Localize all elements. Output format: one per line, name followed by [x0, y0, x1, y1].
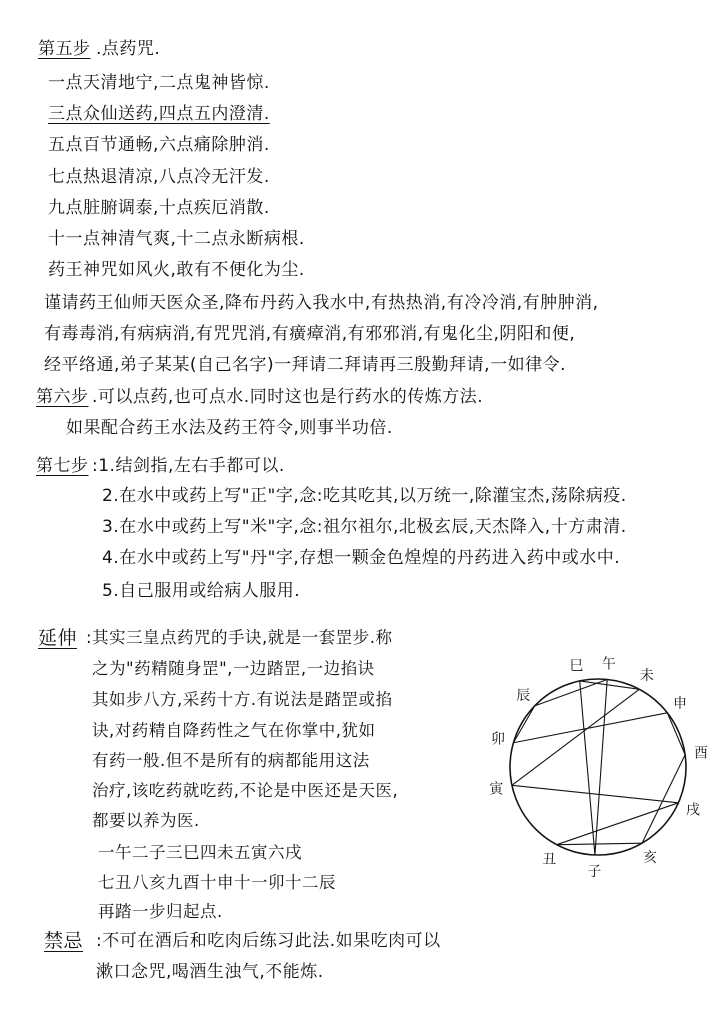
step5-invocation: 谨请药王仙师天医众圣,降布丹药入我水中,有热热消,有冷冷消,有肿肿消, — [44, 293, 599, 313]
wheel-label: 辰 — [516, 687, 531, 704]
taboo-line: :不可在酒后和吃肉后练习此法.如果吃肉可以 — [96, 931, 441, 951]
step7-item: 5.自己服用或给病人服用. — [102, 581, 301, 601]
wheel-label: 申 — [672, 695, 687, 712]
step5-verse: 十一点神清气爽,十二点永断病根. — [48, 229, 305, 249]
extension-sequence: 一午二子三巳四未五寅六戌 — [98, 843, 302, 862]
step6-heading: 第六步 — [36, 387, 89, 407]
wheel-label: 子 — [587, 863, 602, 880]
wheel-path-lines — [512, 679, 685, 854]
wheel-label: 亥 — [643, 850, 657, 867]
extension-line: 有药一般.但不是所有的病都能用这法 — [92, 751, 370, 770]
wheel-step-line — [513, 706, 534, 743]
wheel-step-line — [512, 785, 678, 802]
extension-sequence: 七丑八亥九酉十申十一卯十二辰 — [98, 873, 336, 892]
step5-verse: 五点百节通畅,六点痛除肿消. — [48, 135, 270, 155]
wheel-label: 寅 — [489, 781, 504, 798]
step5-verse: 七点热退清凉,八点冷无汗发. — [48, 167, 270, 187]
step5-invocation: 经平络通,弟子某某(自己名字)一拜请二拜请再三殷勤拜请,一如律令. — [44, 355, 566, 375]
wheel-label: 卯 — [491, 731, 506, 748]
step5-verse: 九点脏腑调泰,十点疾厄消散. — [48, 198, 270, 218]
step5-verse: 药王神咒如风火,敢有不便化为尘. — [48, 260, 305, 280]
wheel-step-line — [513, 713, 667, 743]
extension-line: 治疗,该吃药就吃药,不论是中医还是天医, — [92, 781, 399, 800]
wheel-step-line — [667, 713, 685, 755]
extension-line: 诀,对药精自降药性之气在你掌中,犹如 — [92, 721, 376, 740]
wheel-label: 丑 — [542, 851, 557, 868]
wheel-label: 巳 — [569, 658, 584, 675]
step6-line: .可以点药,也可点水.同时这也是行药水的传炼方法. — [92, 387, 484, 407]
step-wheel-diagram — [480, 650, 710, 880]
wheel-label: 酉 — [693, 745, 708, 762]
wheel-step-line — [557, 843, 642, 844]
wheel-step-line — [595, 679, 607, 854]
taboo-heading: 禁忌 — [44, 930, 84, 952]
wheel-step-line — [557, 803, 679, 845]
wheel-branch-labels — [489, 657, 708, 880]
wheel-label: 午 — [601, 656, 616, 673]
extension-line: 其如步八方,采药十方.有说法是踏罡或掐 — [92, 690, 393, 709]
step7-item: 2.在水中或药上写"正"字,念:吃其吃其,以万统一,除灌宝杰,荡除病疫. — [102, 486, 627, 506]
step7-heading: 第七步 — [36, 456, 89, 476]
step5-verse: 一点天清地宁,二点鬼神皆惊. — [48, 73, 270, 93]
extension-heading: 延伸 — [38, 627, 78, 649]
step7-item: 3.在水中或药上写"米"字,念:祖尔祖尔,北极玄辰,天杰降入,十方肃清. — [102, 517, 627, 537]
extension-line: 之为"药精随身罡",一边踏罡,一边掐诀 — [92, 659, 375, 678]
step5-invocation: 有毒毒消,有病病消,有咒咒消,有癀瘴消,有邪邪消,有鬼化尘,阴阳和便, — [44, 324, 576, 344]
step5-heading: 第五步 — [38, 39, 91, 59]
wheel-step-line — [512, 689, 639, 785]
extension-sequence: 再踏一步归起点. — [98, 902, 223, 921]
taboo-line: 漱口念咒,喝酒生浊气,不能炼. — [96, 962, 324, 982]
wheel-step-line — [642, 755, 685, 843]
step6-line: 如果配合药王水法及药王符令,则事半功倍. — [66, 418, 393, 438]
extension-line: 都要以养为医. — [92, 811, 200, 830]
step7-item: :1.结剑指,左右手都可以. — [92, 456, 285, 476]
extension-line: :其实三皇点药咒的手诀,就是一套罡步.称 — [86, 628, 393, 647]
step5-title: .点药咒. — [96, 39, 161, 59]
step7-item: 4.在水中或药上写"丹"字,存想一颗金色煌煌的丹药进入药中或水中. — [102, 548, 621, 568]
step5-verse: 三点众仙送药,四点五内澄清. — [48, 104, 270, 124]
wheel-label: 戌 — [686, 802, 701, 819]
wheel-step-line — [580, 681, 595, 855]
wheel-label: 未 — [639, 668, 654, 685]
